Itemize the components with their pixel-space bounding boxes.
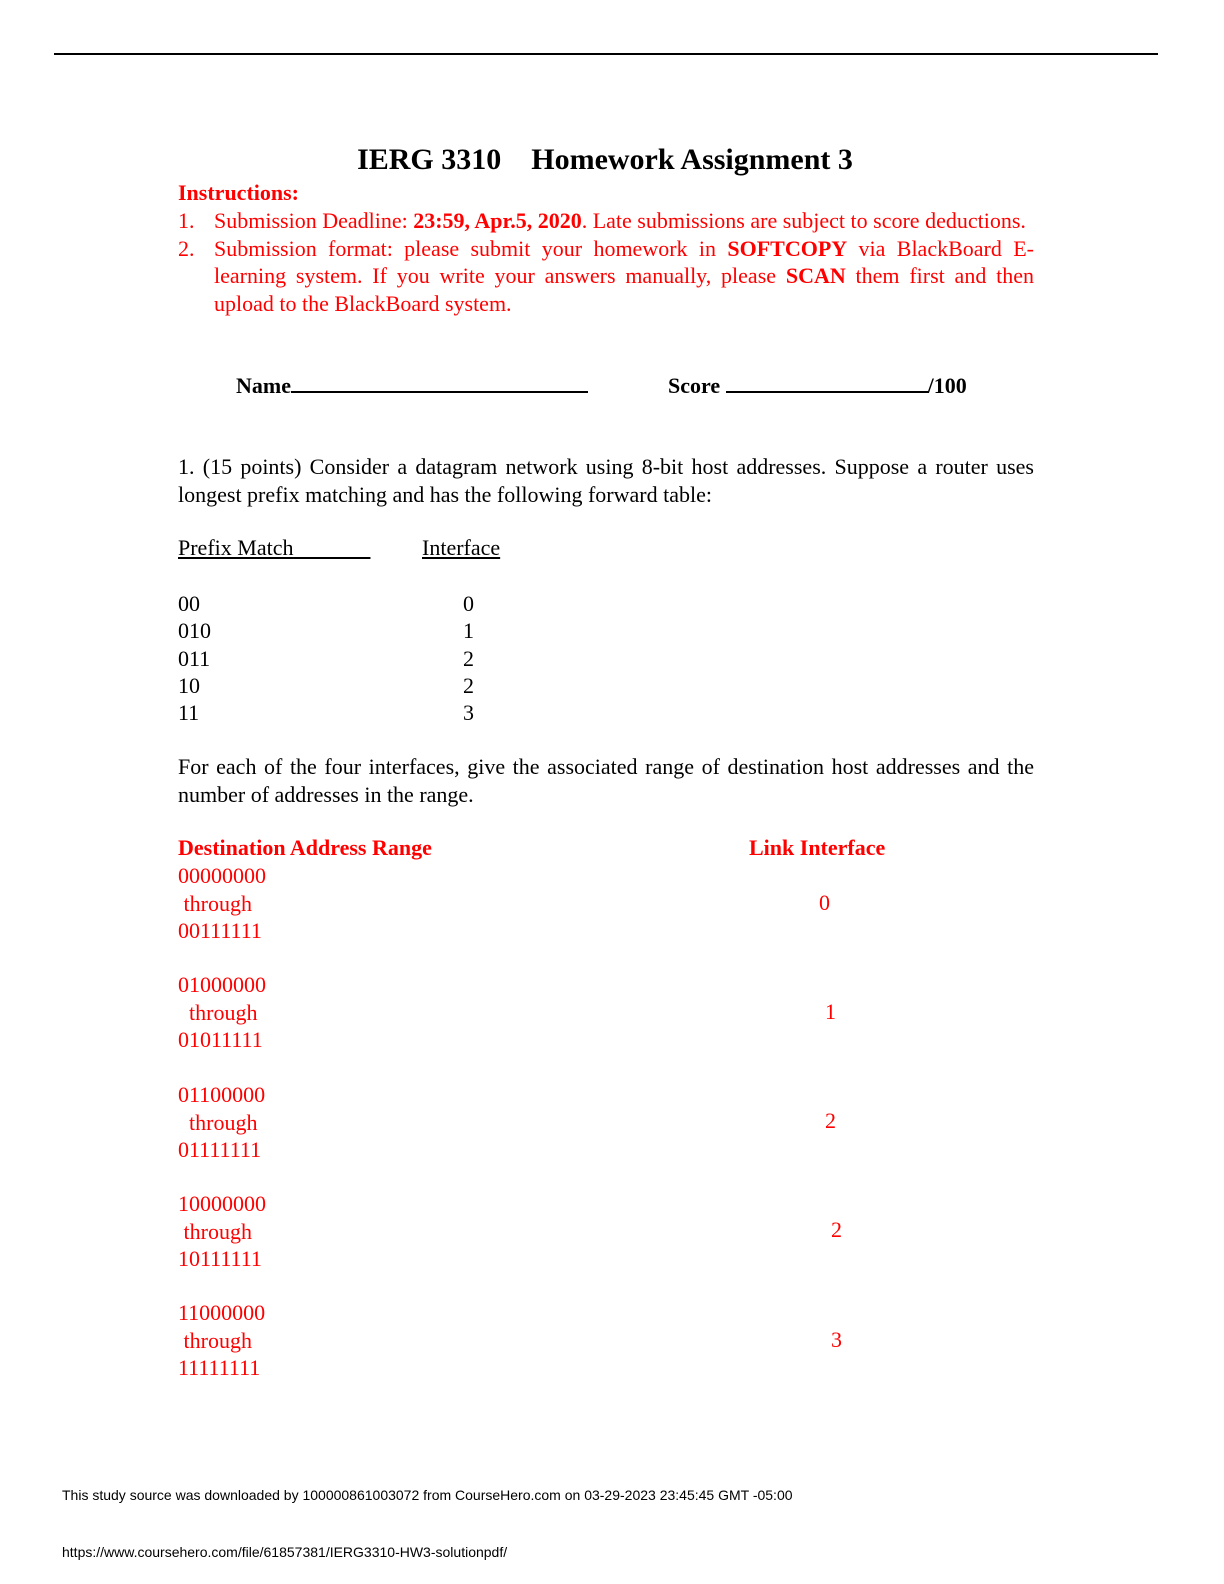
range-through: through xyxy=(178,1109,258,1135)
instruction-text: them first and then upload to the BlackBoard system. xyxy=(214,263,1034,316)
table-header-interface: Interface xyxy=(422,535,501,560)
score-field xyxy=(668,371,967,399)
score-suffix: /100 xyxy=(927,373,967,398)
answer-range-header: Destination Address Range xyxy=(178,835,432,860)
answer-range-1 xyxy=(178,971,266,1054)
range-through: through xyxy=(178,999,258,1025)
range-end: 10111111 xyxy=(178,1246,262,1271)
interface-cell: 1 xyxy=(463,618,474,644)
range-start: 10000000 xyxy=(178,1191,266,1216)
instructions-heading: Instructions: xyxy=(178,180,300,205)
deadline-date: 23:59, Apr.5, 2020 xyxy=(413,208,582,233)
range-start: 01000000 xyxy=(178,972,266,997)
interface-cell: 2 xyxy=(463,672,474,698)
range-start: 00000000 xyxy=(178,863,266,888)
question-1-task: For each of the four interfaces, give the associated range of destination host addresses and the number of addresses in the range. xyxy=(178,754,1034,807)
source-footer: This study source was downloaded by 100000861003072 from CourseHero.com on 03-29-2023 23:45:45 GMT -05:00 xyxy=(62,1487,793,1503)
instruction-text: Submission format: please submit your homework in xyxy=(214,235,728,261)
range-through: through xyxy=(178,1327,252,1353)
instruction-text: Submission Deadline: xyxy=(214,208,414,233)
name-label: Name xyxy=(236,373,291,398)
prefix-cell: 10 xyxy=(178,672,200,698)
range-end: 11111111 xyxy=(178,1355,261,1380)
instruction-item-format xyxy=(178,235,1034,318)
range-start: 11000000 xyxy=(178,1300,266,1325)
top-rule xyxy=(54,53,1158,55)
range-end: 01011111 xyxy=(178,1027,263,1052)
answer-range-3 xyxy=(178,1190,266,1273)
score-label: Score xyxy=(668,373,721,398)
instruction-number: 1. xyxy=(178,208,195,233)
interface-cell: 0 xyxy=(463,591,474,616)
interface-cell: 2 xyxy=(463,645,474,671)
source-url[interactable]: https://www.coursehero.com/file/61857381/IERG3310-HW3-solutionpdf/ xyxy=(62,1544,508,1560)
prefix-cell: 010 xyxy=(178,618,211,644)
score-blank-line xyxy=(726,371,928,393)
answer-interface-0: 0 xyxy=(819,890,830,915)
instruction-text: . Late submissions are subject to score deductions. xyxy=(581,208,1026,233)
answer-range-2 xyxy=(178,1081,265,1164)
instruction-item-deadline xyxy=(178,207,1034,235)
range-end: 01111111 xyxy=(178,1137,262,1162)
range-through: through xyxy=(178,1218,252,1244)
answer-interface-1: 1 xyxy=(825,999,836,1024)
scan-emphasis: SCAN xyxy=(785,263,846,288)
name-blank-line xyxy=(291,371,588,393)
prefix-cell: 11 xyxy=(178,700,200,726)
answer-range-0 xyxy=(178,862,266,945)
document-title: IERG 3310 Homework Assignment 3 xyxy=(357,143,853,176)
instruction-number: 2. xyxy=(178,235,195,261)
answer-interface-4: 3 xyxy=(831,1327,842,1352)
prefix-cell: 00 xyxy=(178,591,200,616)
interface-cell: 3 xyxy=(463,700,474,726)
answer-range-4 xyxy=(178,1299,265,1382)
instructions-list xyxy=(178,207,1034,317)
prefix-cell: 011 xyxy=(178,645,211,671)
table-header-prefix: Prefix Match xyxy=(178,535,294,560)
range-end: 00111111 xyxy=(178,918,262,943)
range-start: 01100000 xyxy=(178,1082,266,1107)
question-1-prompt: 1. (15 points) Consider a datagram network using 8-bit host addresses. Suppose a router uses longest prefix matching and has the following forward table: xyxy=(178,454,1034,507)
softcopy-emphasis: SOFTCOPY xyxy=(727,235,848,261)
instruction-text: via BlackBoard E-learning system. If you write your answers manually, please xyxy=(214,235,1034,288)
answer-interface-2: 2 xyxy=(825,1108,836,1133)
answer-interface-3: 2 xyxy=(831,1217,842,1242)
answer-interface-header: Link Interface xyxy=(749,835,886,860)
name-field xyxy=(236,371,588,399)
range-through: through xyxy=(178,890,252,916)
